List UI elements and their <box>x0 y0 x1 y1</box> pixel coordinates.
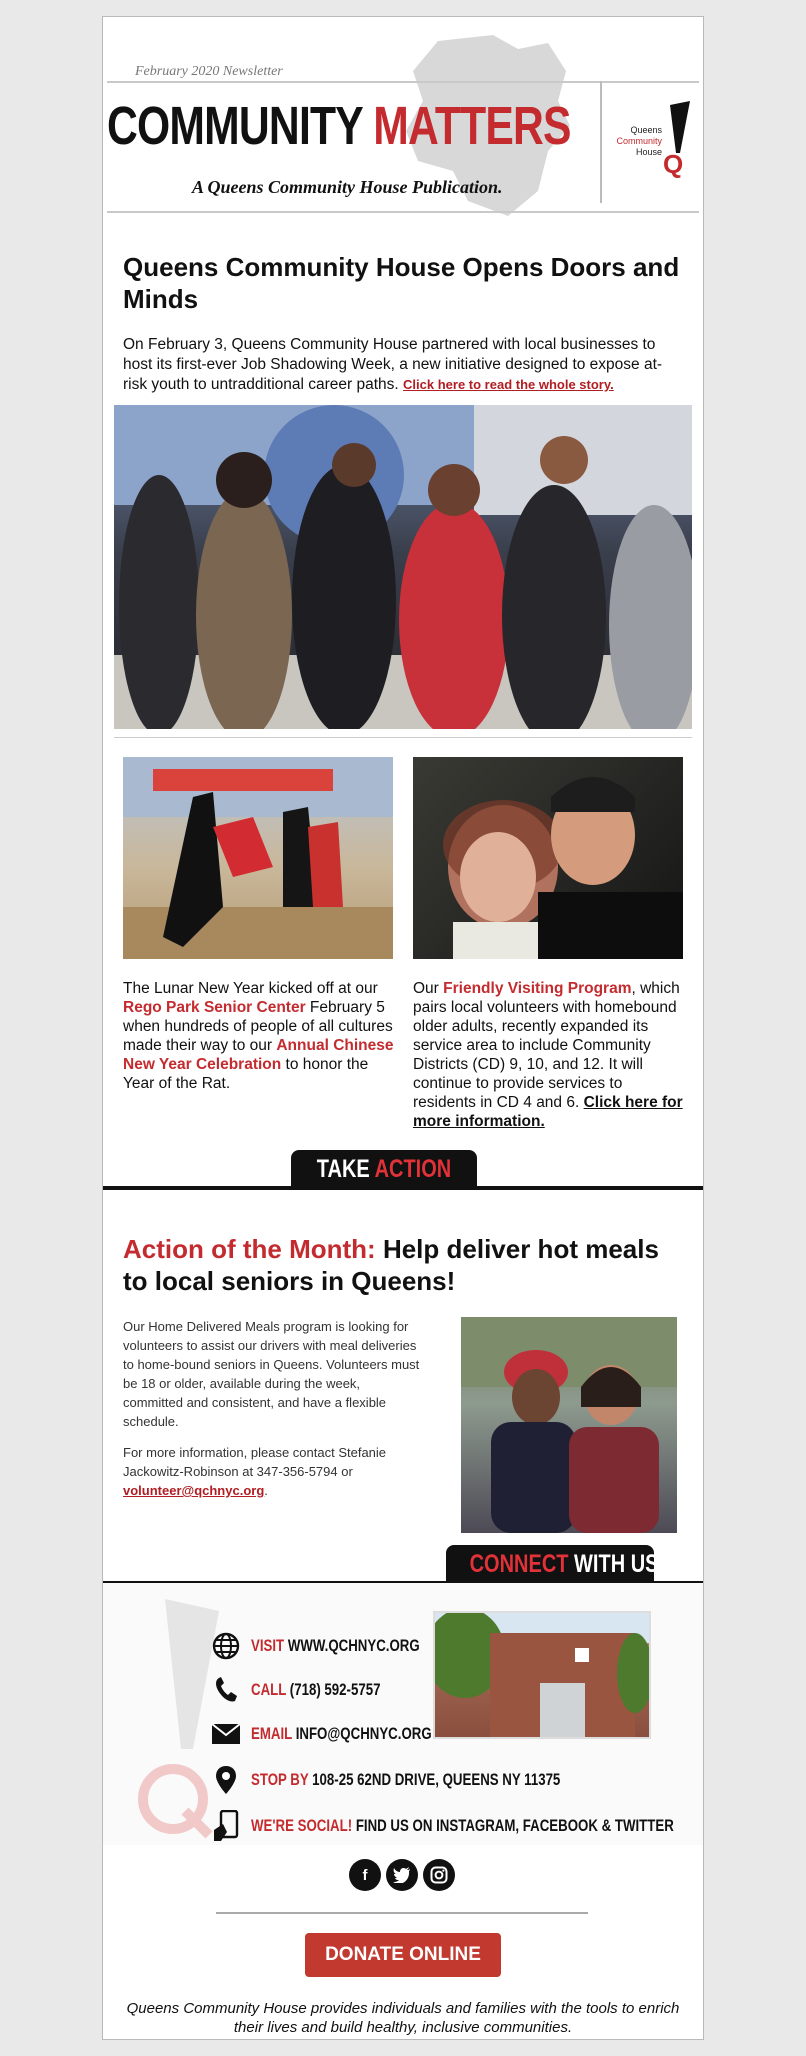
take-action-banner: TAKE ACTION <box>291 1150 477 1186</box>
header-rule-bottom <box>107 211 699 213</box>
mobile-icon <box>209 1809 243 1843</box>
newsletter-title: COMMUNITY MATTERS <box>107 96 571 156</box>
contact-social[interactable]: WE'RE SOCIAL! FIND US ON INSTAGRAM, FACEBOOK & TWITTER <box>209 1809 704 1843</box>
connect-banner: CONNECT WITH US <box>446 1545 654 1581</box>
phone-icon <box>209 1673 243 1707</box>
friendly-visiting-photo[interactable] <box>413 757 683 959</box>
chinese-new-year-link[interactable]: Annual Chinese New Year Celebration <box>123 1037 394 1073</box>
instagram-icon[interactable] <box>423 1859 455 1891</box>
header-divider <box>600 81 602 203</box>
newsletter <box>102 16 704 2040</box>
logo-q-mark: Q <box>663 149 684 179</box>
friendly-visiting-text: Our Friendly Visiting Program, which pairs local volunteers with homebound older adults, recently expanded its service area to include Community Districts (CD) 9, 10, and 12. It will continue to provide services to residents in CD 4 and 6. Click here for more information. <box>413 980 683 1130</box>
contact-visit[interactable]: VISIT WWW.QCHNYC.ORG <box>209 1629 467 1663</box>
section-divider <box>114 737 692 738</box>
action-body: Our Home Delivered Meals program is looking for volunteers to assist our drivers with meal deliveries to home-bound seniors in Queens. Volunteers must be 18 or older, available during the week, committed and consistent, and have a flexible schedule. For more information, please contact Stefanie Jackowitz-Robinson at 347-356-5794 or volunteer@qchnyc.org. <box>123 1319 420 1498</box>
contact-email[interactable]: EMAIL INFO@QCHNYC.ORG <box>209 1717 483 1751</box>
contact-address[interactable]: STOP BY 108-25 62ND DRIVE, QUEENS NY 11375 <box>209 1763 648 1797</box>
header-rule-top <box>107 81 699 83</box>
footer-rule <box>216 1912 588 1914</box>
job-shadowing-photo[interactable] <box>114 405 692 729</box>
volunteers-photo[interactable] <box>461 1317 677 1533</box>
friendly-visiting-link[interactable]: Friendly Visiting Program <box>443 980 632 997</box>
lunar-new-year-text: The Lunar New Year kicked off at our Rego Park Senior Center February 5 when hundreds of people of all cultures made their way to our Annual Chinese New Year Celebration to honor the Year of the Rat. <box>123 980 394 1092</box>
facebook-icon[interactable]: f <box>349 1859 381 1891</box>
story-headline: Queens Community House Opens Doors and Minds <box>123 252 680 314</box>
globe-icon <box>209 1629 243 1663</box>
masthead <box>103 17 703 217</box>
more-information-link[interactable]: Click here for more information. <box>413 1094 683 1130</box>
map-pin-icon <box>209 1763 243 1797</box>
take-action-rule <box>103 1186 703 1190</box>
twitter-icon[interactable] <box>386 1859 418 1891</box>
action-title: Action of the Month: Help deliver hot meals to local seniors in Queens! <box>123 1234 659 1296</box>
issue-date: February 2020 Newsletter <box>135 64 283 79</box>
lunar-new-year-photo[interactable] <box>123 757 393 959</box>
qch-logo[interactable]: Queens Community House Q <box>608 101 700 181</box>
contact-call[interactable]: CALL (718) 592-5757 <box>209 1673 417 1707</box>
exclamation-watermark-icon <box>123 1599 219 1839</box>
donate-button[interactable]: DONATE ONLINE <box>305 1933 501 1977</box>
read-story-link[interactable]: Click here to read the whole story. <box>403 377 614 392</box>
rego-park-link[interactable]: Rego Park Senior Center <box>123 999 306 1016</box>
volunteer-email-link[interactable]: volunteer@qchnyc.org <box>123 1483 265 1498</box>
story-lead: On February 3, Queens Community House partnered with local businesses to host its first-ever Job Shadowing Week, a new initiative designed to expose at-risk youth to untradditional career paths. Click here to read the whole story. <box>123 336 663 393</box>
tagline: A Queens Community House Publication. <box>192 177 503 197</box>
envelope-icon <box>209 1717 243 1751</box>
mission-statement: Queens Community House provides individuals and families with the tools to enrich their lives and build healthy, inclusive communities. <box>126 2000 680 2036</box>
qch-building-photo[interactable] <box>433 1611 651 1739</box>
